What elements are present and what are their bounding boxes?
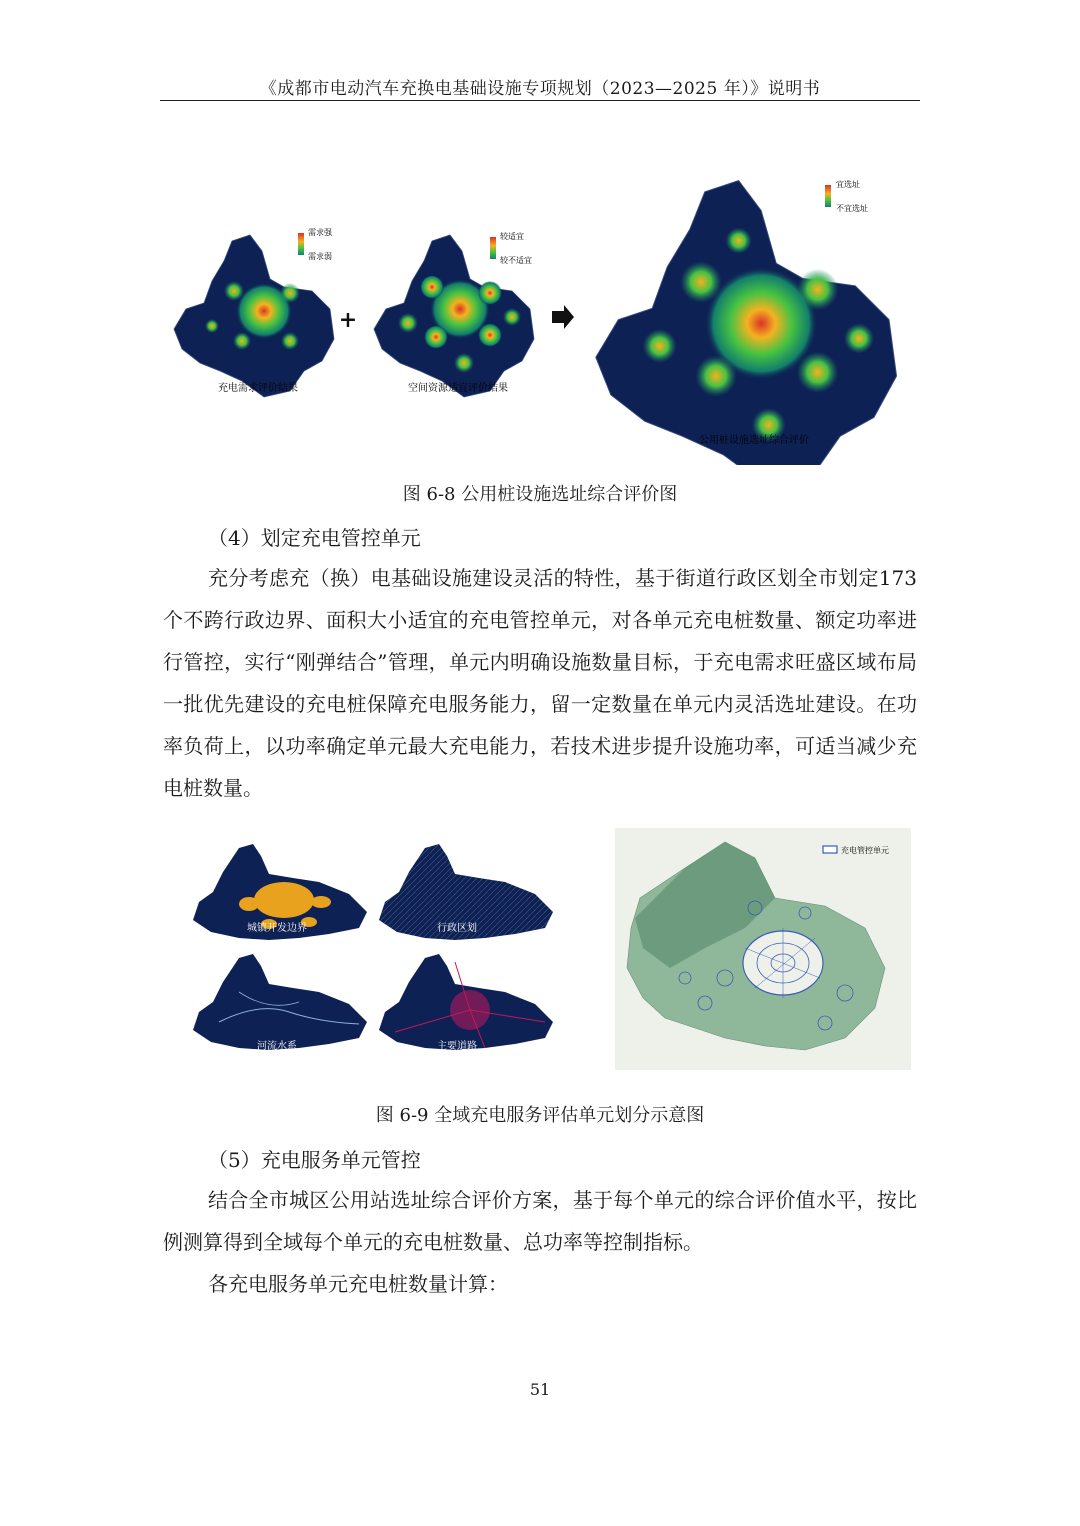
- map-legend-label: 充电管控单元: [841, 846, 889, 855]
- header-rule: [160, 100, 920, 101]
- section-5-subline: 各充电服务单元充电桩数量计算：: [208, 1272, 508, 1296]
- section-4-text: 充分考虑充（换）电基础设施建设灵活的特性，基于街道行政区划全市划定173 个不跨行政边界、面积大小适宜的充电管控单元，对各单元充电桩数量、额定功率进行管控，实行“刚弹结合”管理，单元内明确设施数量目标，于充电需求旺盛区域布局一批优先建设的充电桩保障充电服务能力，留一定数量在单元内灵活选址建设。在功率负荷上，以功率确定单元最大充电能力，若技术进步提升设施功率，可适当减少充电桩数量。: [163, 566, 917, 800]
- legend-swatch: [823, 846, 837, 853]
- figure-6-9-caption: 图 6-9 全域充电服务评估单元划分示意图: [375, 1105, 705, 1126]
- section-4-heading: （4）划定充电管控单元: [208, 526, 421, 550]
- arrow-right-icon: [552, 305, 574, 329]
- map2-legend-high: 较适宜: [500, 232, 524, 241]
- section-5-text: 结合全市城区公用站选址综合评价方案，基于每个单元的综合评价值水平，按比例测算得到全域每个单元的充电桩数量、总功率等控制指标。: [163, 1188, 917, 1254]
- section-5-heading: （5）充电服务单元管控: [208, 1148, 421, 1172]
- map3-legend-low: 不宜选址: [836, 204, 868, 213]
- map1-legend-low: 需求弱: [308, 252, 332, 261]
- map3-legend-high: 宜选址: [836, 180, 860, 189]
- plus-symbol: +: [338, 307, 358, 333]
- small-map-label-2: 行政区划: [437, 923, 477, 934]
- map2-legend-bar: [490, 237, 496, 259]
- page-header-title: 《成都市电动汽车充换电基础设施专项规划（2023—2025 年）》说明书: [259, 79, 821, 99]
- page-number: 51: [529, 1380, 551, 1399]
- small-map-label-4: 主要道路: [437, 1041, 477, 1052]
- map1-label: 充电需求评价结果: [218, 383, 298, 394]
- composite-site-evaluation-map: [596, 181, 897, 465]
- map3-label: 公用桩设施选址综合评价: [699, 435, 809, 446]
- map1-legend-high: 需求强: [308, 228, 332, 237]
- small-map-label-3: 河流水系: [257, 1041, 297, 1052]
- map1-legend-bar: [298, 233, 304, 255]
- map2-legend-low: 较不适宜: [500, 256, 532, 265]
- figure-6-8: [160, 165, 920, 465]
- section-4-paragraph: [163, 557, 917, 809]
- map2-label: 空间资源适宜评价结果: [408, 383, 508, 394]
- map3-legend-bar: [825, 185, 831, 207]
- charging-control-units-map: [615, 828, 911, 1070]
- figure-6-8-caption: 图 6-8 公用桩设施选址综合评价图: [402, 484, 678, 505]
- river-system-map: [193, 954, 367, 1050]
- main-roads-map: [379, 954, 553, 1050]
- small-map-label-1: 城镇开发边界: [247, 923, 307, 934]
- figure-6-9: [165, 828, 915, 1074]
- section-5-paragraph: [163, 1179, 917, 1305]
